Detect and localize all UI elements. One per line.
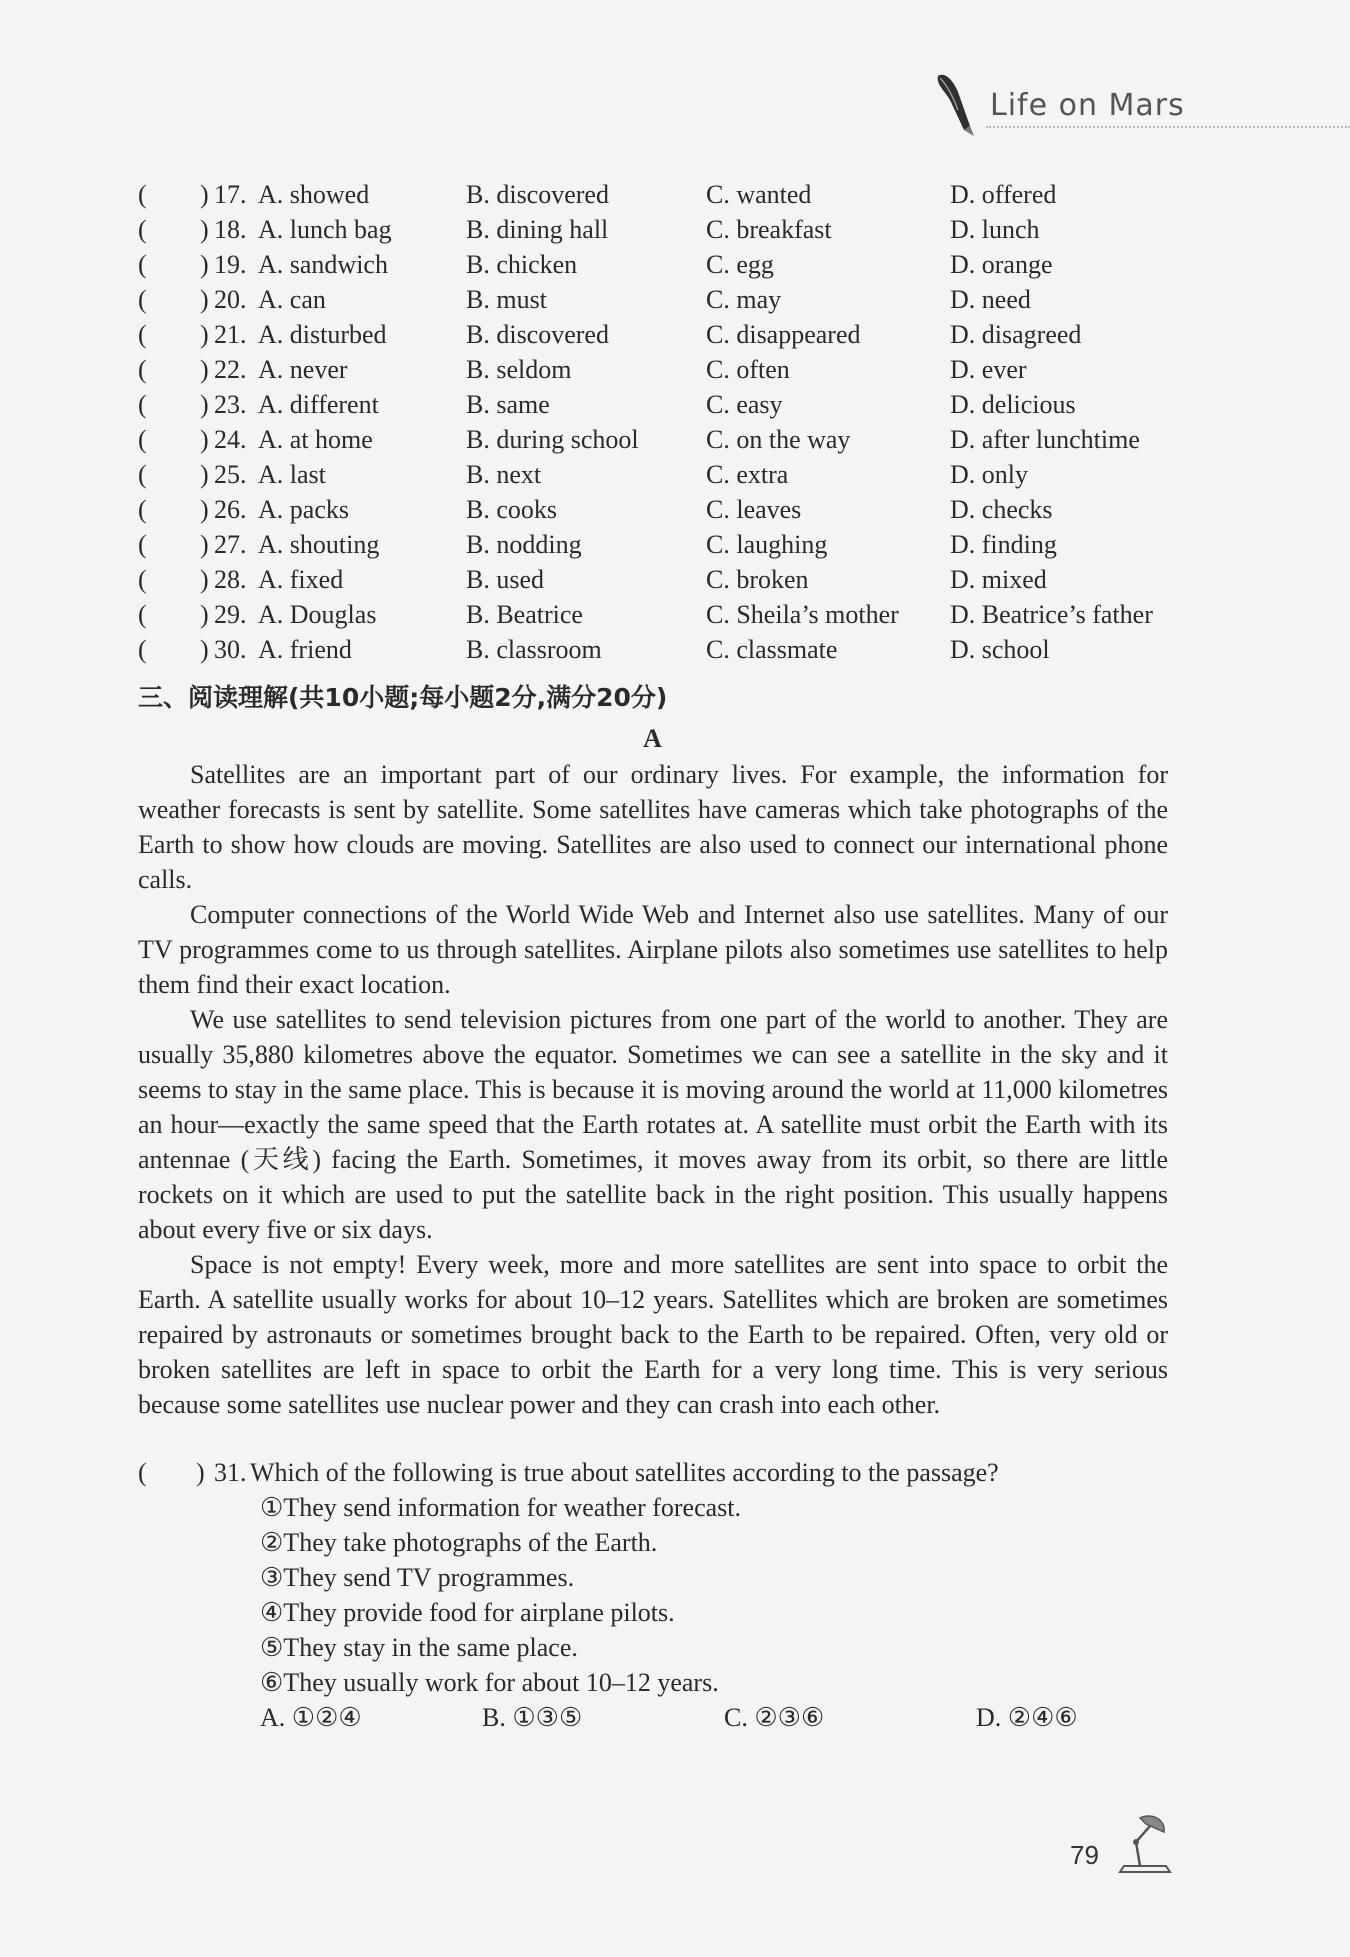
option-c[interactable]: C. easy — [706, 390, 783, 419]
statement-item: ④They provide food for airplane pilots. — [260, 1598, 675, 1627]
option-row — [138, 247, 1178, 282]
passage-paragraph: We use satellites to send television pictures from one part of the world to another. They are usually 35,880 kilometres above the equator. Sometimes we can see a satellite in the sky and it seems to stay in the same place. This is because it is moving around the world at 11,000 kilometres an hour—exactly the same speed that the Earth rotates at. A satellite must orbit the Earth with its antennae (天线) facing the Earth. Sometimes, it moves away from its orbit, so there are little rockets on it which are used to put the satellite back in the right position. This usually happens about every five or six days. — [138, 1005, 1168, 1244]
question-number: 31. — [214, 1458, 247, 1487]
choice-b[interactable]: B. ①③⑤ — [482, 1703, 583, 1732]
answer-paren-open[interactable]: ( — [138, 565, 147, 594]
option-b[interactable]: B. classroom — [466, 635, 602, 664]
option-row — [138, 177, 1178, 212]
option-b[interactable]: B. cooks — [466, 495, 557, 524]
option-b[interactable]: B. seldom — [466, 355, 572, 384]
option-b[interactable]: B. Beatrice — [466, 600, 583, 629]
option-a[interactable]: A. different — [258, 390, 379, 419]
question-number: 20. — [214, 285, 247, 314]
option-row — [138, 212, 1178, 247]
option-d[interactable]: D. only — [950, 460, 1028, 489]
option-a[interactable]: A. fixed — [258, 565, 344, 594]
option-row — [138, 352, 1178, 387]
statement-item: ⑥They usually work for about 10–12 years. — [260, 1668, 719, 1697]
answer-paren-open[interactable]: ( — [138, 250, 147, 279]
option-a[interactable]: A. packs — [258, 495, 349, 524]
answer-paren-open[interactable]: ( — [138, 460, 147, 489]
question-number: 29. — [214, 600, 247, 629]
unit-title: Life on Mars — [990, 88, 1185, 123]
option-b[interactable]: B. discovered — [466, 180, 609, 209]
option-row — [138, 457, 1178, 492]
option-c[interactable]: C. leaves — [706, 495, 802, 524]
page-footer — [1070, 1810, 1180, 1880]
answer-paren-open[interactable]: ( — [138, 1458, 147, 1487]
answer-paren-close: ) — [200, 460, 209, 489]
option-d[interactable]: D. orange — [950, 250, 1053, 279]
option-d[interactable]: D. mixed — [950, 565, 1047, 594]
option-row — [138, 282, 1178, 317]
answer-paren-close: ) — [200, 600, 209, 629]
answer-paren-close: ) — [200, 355, 209, 384]
quill-pen-icon — [930, 70, 980, 140]
answer-paren-close: ) — [200, 215, 209, 244]
option-c[interactable]: C. disappeared — [706, 320, 861, 349]
option-c[interactable]: C. may — [706, 285, 782, 314]
answer-paren-open[interactable]: ( — [138, 635, 147, 664]
answer-paren-open[interactable]: ( — [138, 320, 147, 349]
answer-paren-open[interactable]: ( — [138, 530, 147, 559]
answer-paren-open[interactable]: ( — [138, 600, 147, 629]
option-c[interactable]: C. extra — [706, 460, 789, 489]
option-row — [138, 597, 1178, 632]
section-title: 三、阅读理解(共10小题;每小题2分,满分20分) — [138, 683, 668, 712]
question-number: 28. — [214, 565, 247, 594]
reading-passage — [138, 757, 1168, 1422]
answer-paren-close: ) — [200, 285, 209, 314]
answer-paren-open[interactable]: ( — [138, 285, 147, 314]
answer-paren-open[interactable]: ( — [138, 425, 147, 454]
header-rule — [986, 126, 1350, 128]
option-row — [138, 317, 1178, 352]
option-c[interactable]: C. Sheila’s mother — [706, 600, 899, 629]
answer-paren-open[interactable]: ( — [138, 495, 147, 524]
answer-paren-close: ) — [200, 250, 209, 279]
statement-item: ⑤They stay in the same place. — [260, 1633, 578, 1662]
page-number: 79 — [1070, 1840, 1099, 1870]
option-d[interactable]: D. checks — [950, 495, 1053, 524]
option-row — [138, 562, 1178, 597]
option-d[interactable]: D. school — [950, 635, 1050, 664]
option-a[interactable]: A. never — [258, 355, 348, 384]
choice-d[interactable]: D. ②④⑥ — [976, 1703, 1078, 1732]
page-header — [930, 70, 1350, 140]
passage-paragraph: Space is not empty! Every week, more and more satellites are sent into space to orbit the Earth. A satellite usually works for about 10–12 years. Satellites which are broken are sometimes repaired by astronauts or sometimes brought back to the Earth to be repaired. Often, very old or broken satellites are left in space to orbit the Earth for a very long time. This is very serious because some satellites use nuclear power and they can crash into each other. — [138, 1250, 1168, 1419]
answer-paren-close: ) — [200, 635, 209, 664]
statement-item: ②They take photographs of the Earth. — [260, 1528, 658, 1557]
passage-paragraph: Computer connections of the World Wide Web and Internet also use satellites. Many of our TV programmes come to us through satellites. Airplane pilots also sometimes use satellites to help them find their exact location. — [138, 900, 1168, 999]
question-31 — [138, 1455, 1178, 1735]
answer-choices — [260, 1700, 1178, 1735]
option-b[interactable]: B. used — [466, 565, 544, 594]
option-c[interactable]: C. often — [706, 355, 790, 384]
option-b[interactable]: B. same — [466, 390, 550, 419]
statement-item: ①They send information for weather forecast. — [260, 1493, 742, 1522]
question-stem: Which of the following is true about satellites according to the passage? — [250, 1458, 999, 1487]
question-number: 27. — [214, 530, 247, 559]
question-number: 18. — [214, 215, 247, 244]
cloze-options-list — [138, 177, 1178, 667]
option-c[interactable]: C. wanted — [706, 180, 812, 209]
option-a[interactable]: A. disturbed — [258, 320, 387, 349]
answer-paren-close: ) — [200, 390, 209, 419]
option-b[interactable]: B. chicken — [466, 250, 578, 279]
option-a[interactable]: A. Douglas — [258, 600, 377, 629]
option-a[interactable]: A. at home — [258, 425, 373, 454]
option-row — [138, 422, 1178, 457]
option-b[interactable]: B. must — [466, 285, 547, 314]
statement-list — [260, 1490, 1178, 1700]
option-a[interactable]: A. showed — [258, 180, 370, 209]
choice-c[interactable]: C. ②③⑥ — [724, 1703, 825, 1732]
option-d[interactable]: D. after lunchtime — [950, 425, 1140, 454]
option-row — [138, 632, 1178, 667]
question-number: 26. — [214, 495, 247, 524]
answer-paren-open[interactable]: ( — [138, 390, 147, 419]
option-b[interactable]: B. next — [466, 460, 542, 489]
choice-a[interactable]: A. ①②④ — [260, 1703, 362, 1732]
option-a[interactable]: A. shouting — [258, 530, 380, 559]
answer-paren-open[interactable]: ( — [138, 355, 147, 384]
option-d[interactable]: D. need — [950, 285, 1031, 314]
question-number: 21. — [214, 320, 247, 349]
option-d[interactable]: D. disagreed — [950, 320, 1082, 349]
option-d[interactable]: D. finding — [950, 530, 1057, 559]
option-c[interactable]: C. classmate — [706, 635, 838, 664]
option-b[interactable]: B. discovered — [466, 320, 609, 349]
option-b[interactable]: B. during school — [466, 425, 639, 454]
question-number: 23. — [214, 390, 247, 419]
question-number: 30. — [214, 635, 247, 664]
option-row — [138, 527, 1178, 562]
option-row — [138, 387, 1178, 422]
option-c[interactable]: C. on the way — [706, 425, 851, 454]
option-d[interactable]: D. lunch — [950, 215, 1040, 244]
option-b[interactable]: B. dining hall — [466, 215, 609, 244]
answer-paren-open[interactable]: ( — [138, 180, 147, 209]
option-d[interactable]: D. delicious — [950, 390, 1076, 419]
answer-paren-close: ) — [200, 530, 209, 559]
question-number: 22. — [214, 355, 247, 384]
answer-paren-close: ) — [196, 1458, 205, 1487]
option-a[interactable]: A. lunch bag — [258, 215, 392, 244]
option-d[interactable]: D. offered — [950, 180, 1057, 209]
option-a[interactable]: A. sandwich — [258, 250, 388, 279]
question-number: 19. — [214, 250, 247, 279]
option-c[interactable]: C. broken — [706, 565, 809, 594]
answer-paren-close: ) — [200, 495, 209, 524]
answer-paren-close: ) — [200, 320, 209, 349]
option-a[interactable]: A. can — [258, 285, 326, 314]
option-c[interactable]: C. egg — [706, 250, 774, 279]
question-number: 17. — [214, 180, 247, 209]
desk-lamp-icon — [1110, 1810, 1180, 1880]
question-number: 25. — [214, 460, 247, 489]
option-d[interactable]: D. Beatrice’s father — [950, 600, 1153, 629]
question-stem-row — [138, 1455, 1178, 1490]
option-row — [138, 492, 1178, 527]
option-a[interactable]: A. friend — [258, 635, 352, 664]
option-c[interactable]: C. breakfast — [706, 215, 832, 244]
option-b[interactable]: B. nodding — [466, 530, 582, 559]
statement-item: ③They send TV programmes. — [260, 1563, 575, 1592]
answer-paren-close: ) — [200, 425, 209, 454]
option-a[interactable]: A. last — [258, 460, 326, 489]
answer-paren-close: ) — [200, 180, 209, 209]
option-c[interactable]: C. laughing — [706, 530, 828, 559]
option-d[interactable]: D. ever — [950, 355, 1027, 384]
passage-label: A — [643, 724, 662, 753]
question-number: 24. — [214, 425, 247, 454]
passage-paragraph: Satellites are an important part of our ordinary lives. For example, the information for weather forecasts is sent by satellite. Some satellites have cameras which take photographs of the Earth to show how clouds are moving. Satellites are also used to connect our international phone calls. — [138, 760, 1168, 894]
answer-paren-close: ) — [200, 565, 209, 594]
answer-paren-open[interactable]: ( — [138, 215, 147, 244]
